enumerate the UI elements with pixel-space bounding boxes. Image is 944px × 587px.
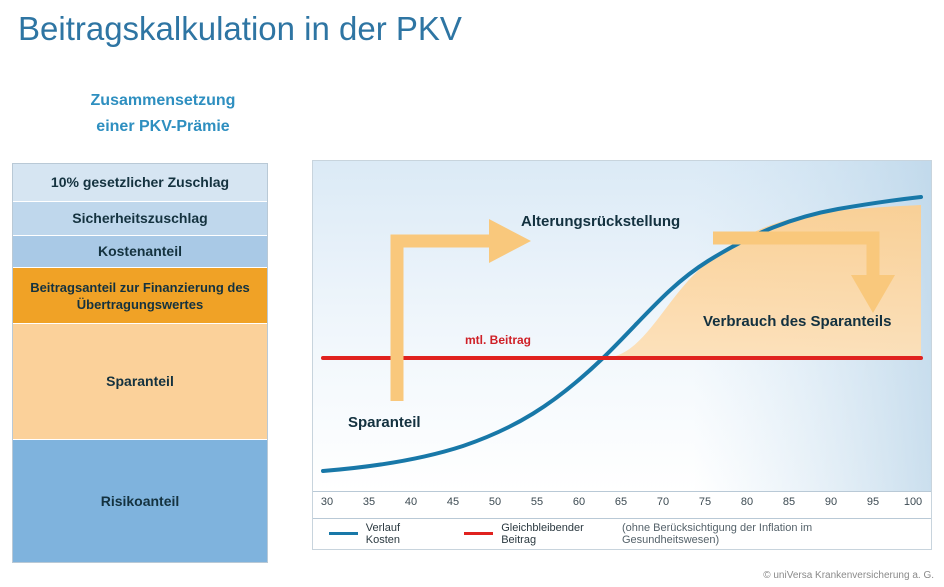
x-tick: 45	[446, 496, 460, 508]
cost-curve-chart	[312, 160, 932, 550]
label-sparanteil: Sparanteil	[348, 414, 421, 431]
chart-plot-area	[313, 161, 931, 491]
legend-swatch-red	[464, 532, 493, 535]
chart-legend	[313, 518, 931, 548]
x-tick: 70	[656, 496, 670, 508]
legend-swatch-blue	[329, 532, 358, 535]
legend-note: (ohne Berücksichtigung der Inflation im Gesundheitswesen)	[621, 521, 813, 546]
stack-segment-label: 10% gesetzlicher Zuschlag	[50, 174, 230, 190]
x-tick: 30	[320, 496, 334, 508]
x-axis	[313, 491, 931, 516]
x-tick: 40	[404, 496, 418, 508]
legend-item-verlauf-kosten	[329, 522, 434, 546]
x-tick: 75	[698, 496, 712, 508]
stack-segment-sparanteil	[13, 324, 267, 440]
x-tick: 100	[903, 496, 923, 508]
label-alterungsrueckstellung: Alterungsrückstellung	[521, 213, 681, 230]
page-title: Beitragskalkulation in der PKV	[18, 10, 462, 47]
x-tick: 55	[530, 496, 544, 508]
x-tick: 85	[782, 496, 796, 508]
legend-label: Verlauf Kosten	[365, 521, 401, 546]
stack-title-line1: Zusammensetzung	[90, 92, 236, 109]
label-verbrauch-des-sparanteils: Verbrauch des Sparanteils	[703, 313, 892, 330]
stack-segment-label: Beitragsanteil zur Finanzierung des Übertragungswertes	[30, 279, 250, 312]
x-tick: 90	[824, 496, 838, 508]
legend-label: Gleichbleibender Beitrag	[501, 521, 584, 546]
stack-segment-beitragsanteil-uebertragungswert	[13, 268, 267, 324]
stack-segment-gesetzlicher-zuschlag	[13, 164, 267, 202]
x-tick: 80	[740, 496, 754, 508]
stack-segment-label: Sparanteil	[106, 373, 174, 389]
x-tick: 95	[866, 496, 880, 508]
premium-composition-stack	[12, 163, 268, 563]
stack-title-line2: einer PKV-Prämie	[96, 118, 230, 135]
x-tick: 65	[614, 496, 628, 508]
stack-segment-risikoanteil	[13, 440, 267, 562]
stack-title	[48, 88, 278, 140]
legend-item-gleichbleibender-beitrag	[464, 522, 901, 546]
x-tick: 60	[572, 496, 586, 508]
stack-segment-label: Kostenanteil	[97, 243, 182, 259]
stack-segment-label: Sicherheitszuschlag	[72, 210, 208, 226]
stack-segment-kostenanteil	[13, 236, 267, 268]
label-mtl-beitrag: mtl. Beitrag	[465, 333, 532, 347]
stack-segment-label: Risikoanteil	[100, 492, 180, 509]
x-tick: 35	[362, 496, 376, 508]
x-tick: 50	[488, 496, 502, 508]
stack-segment-sicherheitszuschlag	[13, 202, 267, 236]
copyright-text: © uniVersa Krankenversicherung a. G.	[763, 570, 934, 581]
